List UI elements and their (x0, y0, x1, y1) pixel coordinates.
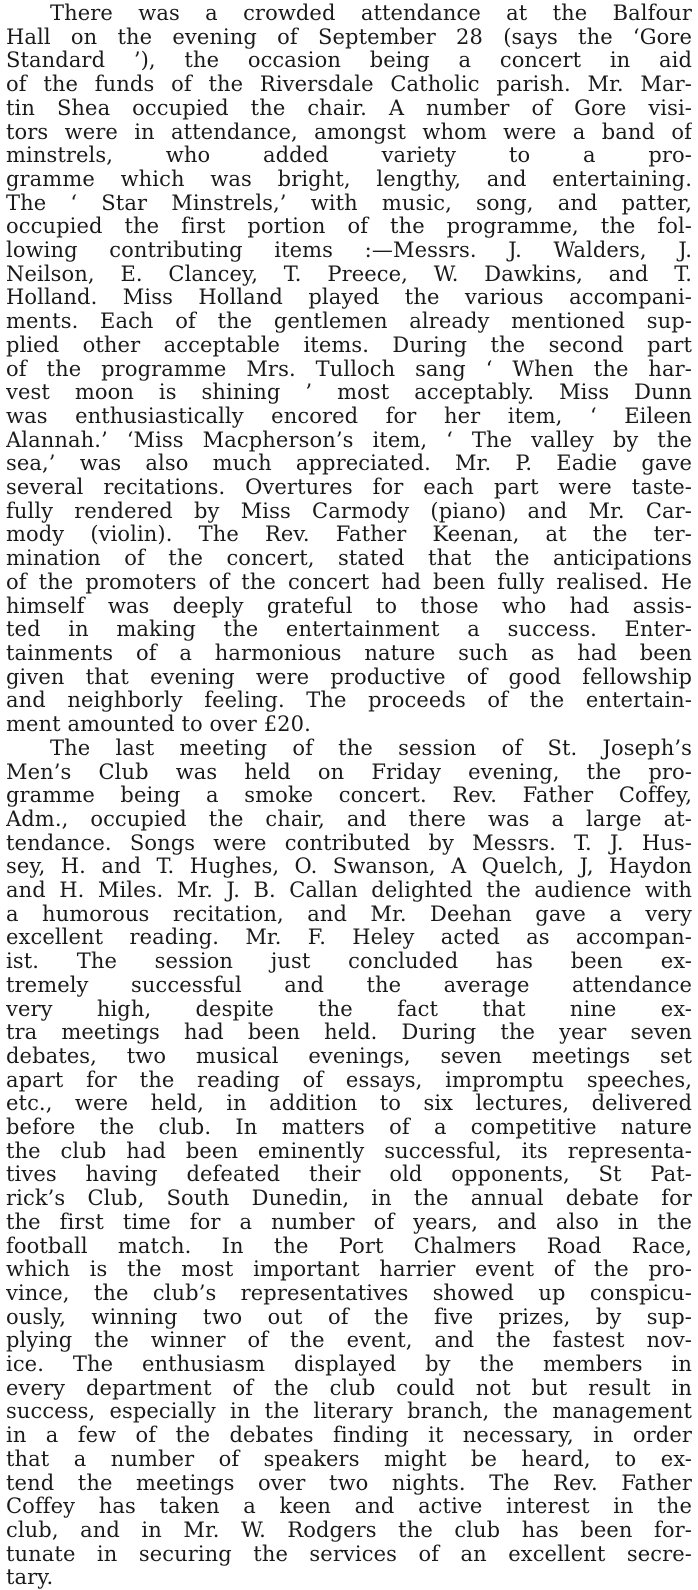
text-line: that a number of speakers might be heard, to ex- (6, 1447, 692, 1471)
paragraph-concert-report (6, 2, 692, 737)
text-line: debates, two musical evenings, seven meetings set (6, 1044, 692, 1068)
text-line: sey, H. and T. Hughes, O. Swanson, A Quelch, J, Haydon (6, 855, 692, 879)
text-line: plying the winner of the event, and the fastest nov- (6, 1329, 692, 1353)
text-line: Alannah.’ ‘Miss Macpherson’s item, ‘ The valley by the (6, 428, 692, 452)
text-line: tives having defeated their old opponents, St Pat- (6, 1163, 692, 1187)
text-line: the first time for a number of years, and also in the (6, 1210, 692, 1234)
text-line: a humorous recitation, and Mr. Deehan gave a very (6, 902, 692, 926)
text-line: very high, despite the fact that nine ex- (6, 997, 692, 1021)
text-line: rick’s Club, South Dunedin, in the annual debate for (6, 1187, 692, 1211)
text-line: minstrels, who added variety to a pro- (6, 144, 692, 168)
text-line: tin Shea occupied the chair. A number of Gore visi- (6, 96, 692, 120)
text-line: before the club. In matters of a competitive nature (6, 1116, 692, 1140)
text-line: Adm., occupied the chair, and there was a large at- (6, 807, 692, 831)
text-line: tors were in attendance, amongst whom were a band of (6, 120, 692, 144)
text-line: plied other acceptable items. During the second part (6, 333, 692, 357)
text-line: fully rendered by Miss Carmody (piano) and Mr. Car- (6, 499, 692, 523)
text-line: vince, the club’s representatives showed up conspicu- (6, 1281, 692, 1305)
text-line: The ‘ Star Minstrels,’ with music, song, and patter, (6, 191, 692, 215)
paragraph-club-report (6, 737, 692, 1590)
text-line: ist. The session just concluded has been ex- (6, 950, 692, 974)
text-line: which is the most important harrier event of the pro- (6, 1258, 692, 1282)
text-line: Neilson, E. Clancey, T. Preece, W. Dawkins, and T. (6, 262, 692, 286)
text-line: etc., were held, in addition to six lectures, delivered (6, 1092, 692, 1116)
text-line: apart for the reading of essays, impromptu speeches, (6, 1068, 692, 1092)
text-line: was enthusiastically encored for her item, ‘ Eileen (6, 404, 692, 428)
text-line: given that evening were productive of good fellowship (6, 665, 692, 689)
text-line: tainments of a harmonious nature such as had been (6, 641, 692, 665)
text-line: and neighborly feeling. The proceeds of the entertain- (6, 689, 692, 713)
text-line: football match. In the Port Chalmers Road Race, (6, 1234, 692, 1258)
text-line: tendance. Songs were contributed by Messrs. T. J. Hus- (6, 831, 692, 855)
text-line: tend the meetings over two nights. The Rev. Father (6, 1471, 692, 1495)
text-line: occupied the first portion of the programme, the fol- (6, 215, 692, 239)
text-line: gramme being a smoke concert. Rev. Father Coffey, (6, 784, 692, 808)
text-line: gramme which was bright, lengthy, and entertaining. (6, 167, 692, 191)
text-line: tremely successful and the average attendance (6, 973, 692, 997)
text-line: excellent reading. Mr. F. Heley acted as accompan- (6, 926, 692, 950)
text-line: The last meeting of the session of St. Joseph’s (50, 736, 692, 760)
text-line: ice. The enthusiasm displayed by the members in (6, 1353, 692, 1377)
text-line: sea,’ was also much appreciated. Mr. P. Eadie gave (6, 452, 692, 476)
text-line: success, especially in the literary branch, the management (6, 1400, 692, 1424)
text-line: Holland. Miss Holland played the various accompani- (6, 286, 692, 310)
newspaper-column (6, 2, 692, 1590)
text-line: tra meetings had been held. During the year seven (6, 1021, 692, 1045)
text-line: ted in making the entertainment a success. Enter- (6, 618, 692, 642)
text-line: There was a crowded attendance at the Balfour (50, 2, 692, 25)
text-line: mination of the concert, stated that the anticipations (6, 547, 692, 571)
text-line: in a few of the debates finding it necessary, in order (6, 1424, 692, 1448)
text-line: ment amounted to over £20. (6, 713, 311, 737)
text-line: Men’s Club was held on Friday evening, the pro- (6, 760, 692, 784)
text-line: tary. (6, 1566, 54, 1590)
text-line: tunate in securing the services of an excellent secre- (6, 1542, 692, 1566)
text-line: of the funds of the Riversdale Catholic parish. Mr. Mar- (6, 73, 692, 97)
text-line: every department of the club could not but result in (6, 1376, 692, 1400)
text-line: vest moon is shining ’ most acceptably. Miss Dunn (6, 381, 692, 405)
text-line: Coffey has taken a keen and active interest in the (6, 1495, 692, 1519)
text-line: Standard ’), the occasion being a concert in aid (6, 49, 692, 73)
text-line: club, and in Mr. W. Rodgers the club has been for- (6, 1519, 692, 1542)
text-line: ments. Each of the gentlemen already mentioned sup- (6, 310, 692, 334)
text-line: ously, winning two out of the five prizes, by sup- (6, 1305, 692, 1329)
text-line: lowing contributing items :—Messrs. J. Walders, J. (6, 239, 692, 263)
text-line: Hall on the evening of September 28 (says the ‘Gore (6, 25, 692, 49)
text-line: the club had been eminently successful, its representa- (6, 1139, 692, 1163)
text-line: several recitations. Overtures for each part were taste- (6, 476, 692, 500)
text-line: of the programme Mrs. Tulloch sang ‘ When the har- (6, 357, 692, 381)
text-line: and H. Miles. Mr. J. B. Callan delighted the audience with (6, 879, 692, 903)
text-line: mody (violin). The Rev. Father Keenan, at the ter- (6, 523, 692, 547)
text-line: himself was deeply grateful to those who had assis- (6, 594, 692, 618)
text-line: of the promoters of the concert had been fully realised. He (6, 570, 692, 594)
